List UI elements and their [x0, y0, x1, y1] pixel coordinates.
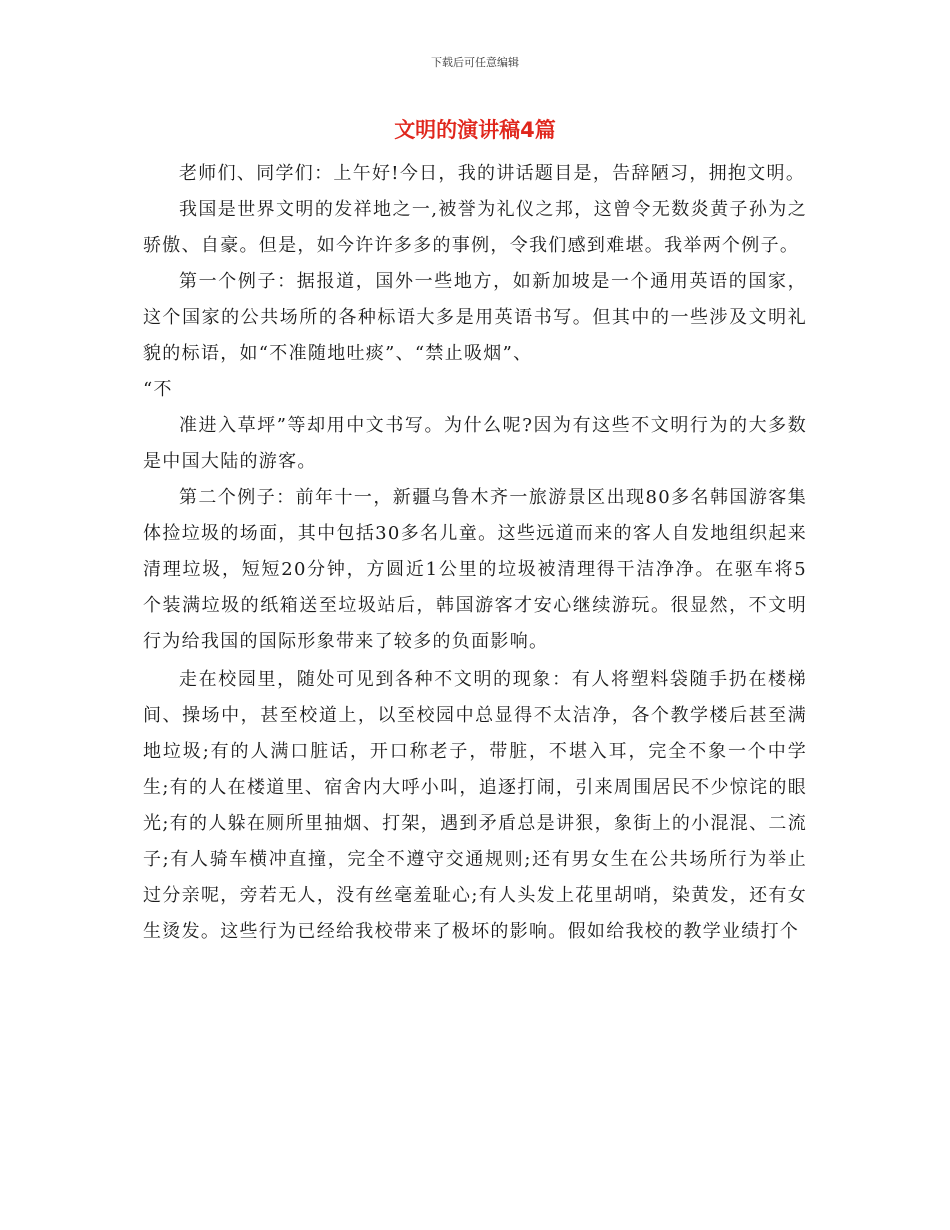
- document-title: 文明的演讲稿4篇: [394, 118, 556, 142]
- paragraph-campus: 走在校园里，随处可见到各种不文明的现象：有人将塑料袋随手扔在楼梯间、操场中，甚至校道上，以至校园中总显得不太洁净，各个教学楼后甚至满地垃圾;有的人满口脏话，开口称老子，带脏，不堪入耳，完全不象一个中学生;有的人在楼道里、宿舍内大呼小叫，追逐打闹，引来周围居民不少惊诧的眼光;有的人躲在厕所里抽烟、打架，遇到矛盾总是讲狠，象街上的小混混、二流子;有人骑车横冲直撞，完全不遵守交通规则;还有男女生在公共场所行为举止过分亲呢，旁若无人，没有丝毫羞耻心;有人头发上花里胡哨，染黄发，还有女生烫发。这些行为已经给我校带来了极坏的影响。假如给我校的教学业绩打个: [143, 669, 807, 942]
- paragraph-example-one: 第一个例子：据报道，国外一些地方，如新加坡是一个通用英语的国家，这个国家的公共场所的各种标语大多是用英语书写。但其中的一些涉及文明礼貌的标语，如“不准随地吐痰”、“禁止吸烟”、: [143, 271, 807, 364]
- paragraph-example-one-cont: 准进入草坪”等却用中文书写。为什么呢?因为有这些不文明行为的大多数是中国大陆的游客。: [143, 415, 807, 472]
- paragraph-example-two: 第二个例子：前年十一，新疆乌鲁木齐一旅游景区出现80多名韩国游客集体捡垃圾的场面，其中包括30多名儿童。这些远道而来的客人自发地组织起来清理垃圾，短短20分钟，方圆近1公里的垃圾被清理得干洁净净。在驱车将5个装满垃圾的纸箱送至垃圾站后，韩国游客才安心继续游玩。很显然，不文明行为给我国的国际形象带来了较多的负面影响。: [143, 487, 807, 652]
- document-body: [143, 156, 807, 950]
- paragraph-intro: 我国是世界文明的发祥地之一,被誉为礼仪之邦，这曾令无数炎黄子孙为之骄傲、自豪。但是，如今许许多多的事例，令我们感到难堪。我举两个例子。: [143, 199, 807, 256]
- paragraph-greeting: 老师们、同学们：上午好!今日，我的讲话题目是，告辞陋习，拥抱文明。: [179, 163, 806, 184]
- paragraph-fragment: “不: [143, 379, 173, 400]
- header-note: 下载后可任意编辑: [431, 56, 519, 69]
